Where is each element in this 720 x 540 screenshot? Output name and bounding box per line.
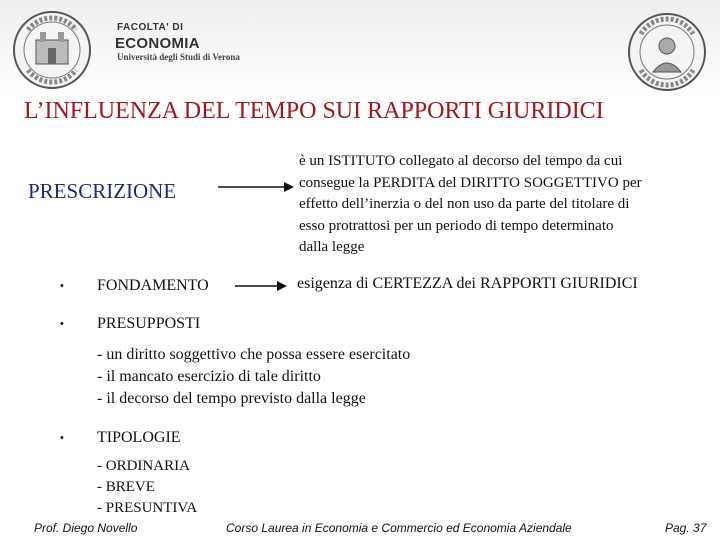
bullet-icon: • xyxy=(60,432,64,444)
definition-line: è un ISTITUTO collegato al decorso del tempo da cui xyxy=(299,153,623,169)
fondamento-label: FONDAMENTO xyxy=(97,277,209,294)
faculty-label: FACOLTA' DI xyxy=(117,22,184,33)
university-seal-right-icon xyxy=(627,12,707,92)
arrow-right-icon xyxy=(235,279,287,293)
bullet-icon: • xyxy=(60,280,64,292)
list-item: - il decorso del tempo previsto dalla legge xyxy=(97,390,366,407)
list-item: - un diritto soggettivo che possa essere esercitato xyxy=(97,346,411,363)
prescrizione-heading: PRESCRIZIONE xyxy=(28,179,177,203)
fondamento-value: esigenza di CERTEZZA dei RAPPORTI GIURIDICI xyxy=(297,275,638,292)
presupposti-label: PRESUPPOSTI xyxy=(97,315,201,332)
list-item: - ORDINARIA xyxy=(97,458,190,474)
tipologie-label: TIPOLOGIE xyxy=(97,429,181,446)
presupposti-list xyxy=(97,344,410,410)
definition-line: effetto dell’inerzia o del non uso da parte del titolare di xyxy=(299,196,630,213)
slide-title: L’INFLUENZA DEL TEMPO SUI RAPPORTI GIURIDICI xyxy=(24,98,604,124)
university-seal-left-icon xyxy=(12,10,92,90)
list-item: - PRESUNTIVA xyxy=(97,500,198,516)
definition-line: esso protrattosi per un periodo di tempo determinato xyxy=(299,217,614,234)
faculty-name: ECONOMIA xyxy=(115,35,200,52)
university-name: Università degli Studi di Verona xyxy=(117,52,240,62)
prescrizione-definition xyxy=(299,151,719,259)
footer-course: Corso Laurea in Economia e Commercio ed Economia Aziendale xyxy=(226,521,572,535)
footer-page-number: Pag. 37 xyxy=(665,521,707,535)
definition-line: consegue la PERDITA del DIRITTO SOGGETTIVO per xyxy=(299,174,642,191)
bullet-icon: • xyxy=(60,318,64,330)
footer-author: Prof. Diego Novello xyxy=(34,521,138,535)
tipologie-list xyxy=(97,456,197,519)
definition-line: dalla legge xyxy=(299,239,365,256)
list-item: - il mancato esercizio di tale diritto xyxy=(97,368,321,385)
list-item: - BREVE xyxy=(97,479,155,495)
arrow-right-icon xyxy=(218,180,294,194)
